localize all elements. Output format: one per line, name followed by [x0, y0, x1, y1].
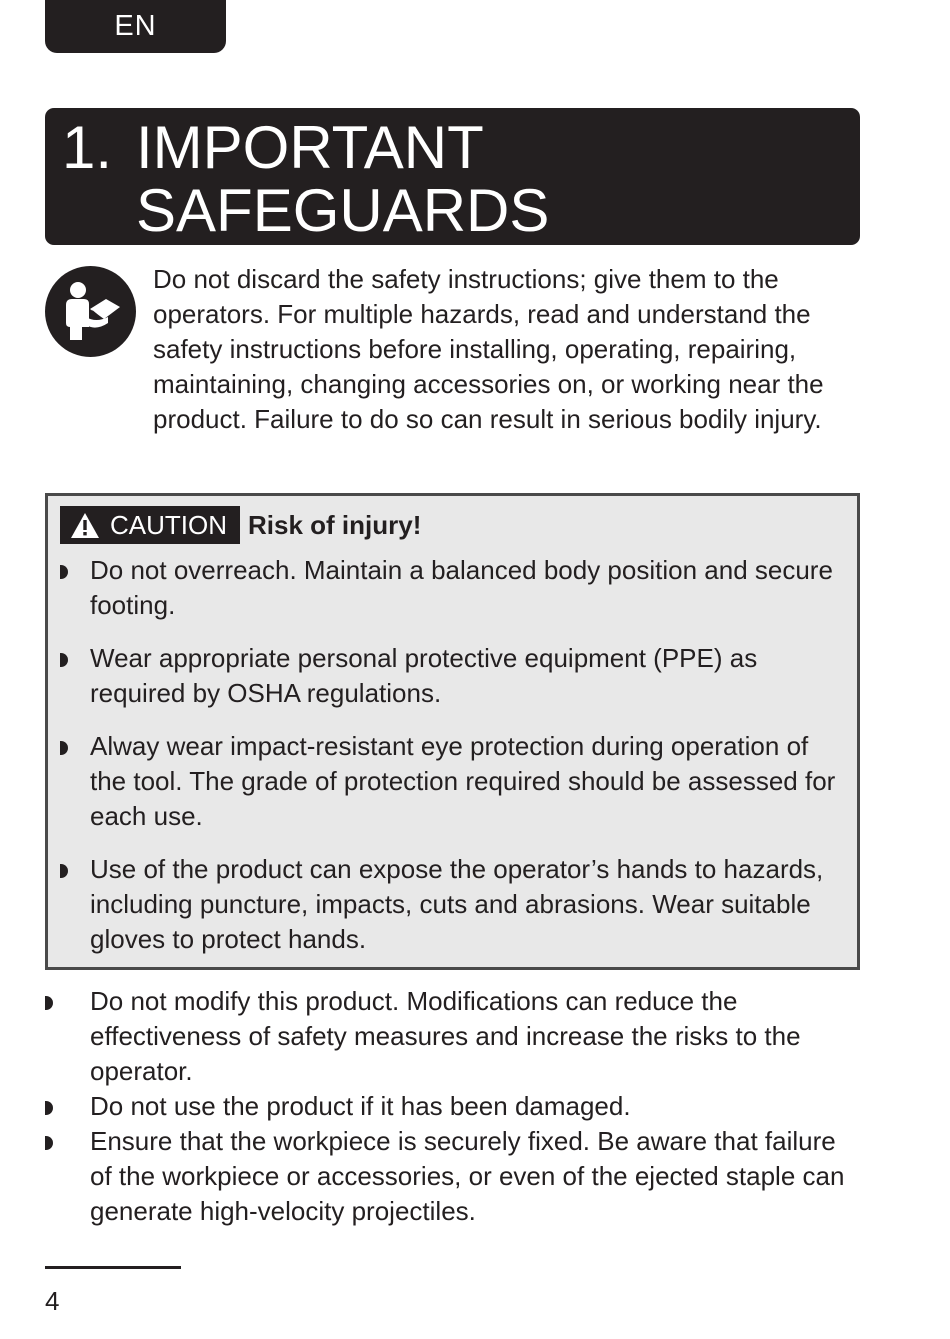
intro-text: Do not discard the safety instructions; give them to the operators. For multiple hazards, read and understand the safety instructions before installing, operating, repairing, maintaining, changing accessories on, or working near the product. Failure to do so can result in serious bodily injury. [153, 264, 824, 434]
caution-list [60, 553, 850, 975]
caution-badge [60, 506, 240, 544]
safeguard-list [45, 984, 860, 1229]
safeguard-item [45, 984, 860, 1089]
section-title: IMPORTANT SAFEGUARDS [136, 114, 550, 244]
warning-triangle-icon [70, 512, 100, 539]
caution-header [60, 506, 421, 544]
bullet-icon [60, 852, 90, 957]
bullet-icon [45, 1089, 90, 1124]
caution-item [60, 641, 850, 711]
caution-item-text: Use of the product can expose the operator’s hands to hazards, including puncture, impacts, cuts and abrasions. Wear suitable gloves to protect hands. [90, 854, 824, 954]
bullet-icon [45, 984, 90, 1089]
language-tab-label: EN [114, 10, 157, 42]
safeguard-item [45, 1124, 860, 1229]
safeguard-item-text: Do not use the product if it has been damaged. [90, 1091, 631, 1121]
caution-item-text: Alway wear impact-resistant eye protection during operation of the tool. The grade of protection required should be assessed for each use. [90, 731, 836, 831]
bullet-icon [60, 641, 90, 711]
caution-item [60, 852, 850, 957]
caution-item-text: Do not overreach. Maintain a balanced body position and secure footing. [90, 555, 833, 620]
section-number: 1. [62, 114, 113, 181]
language-tab [45, 0, 226, 53]
caution-box [45, 493, 860, 970]
bullet-icon [60, 729, 90, 834]
read-manual-icon [45, 266, 136, 357]
caution-subtitle: Risk of injury! [248, 509, 422, 540]
intro-block [45, 262, 860, 437]
caution-label: CAUTION [110, 509, 227, 540]
bullet-icon [45, 1124, 90, 1229]
safeguard-item-text: Do not modify this product. Modifications can reduce the effectiveness of safety measures and increase the risks to the operator. [90, 986, 801, 1086]
caution-item [60, 729, 850, 834]
page-number: 4 [45, 1286, 60, 1316]
caution-item-text: Wear appropriate personal protective equipment (PPE) as required by OSHA regulations. [90, 643, 758, 708]
caution-item [60, 553, 850, 623]
bullet-icon [60, 553, 90, 623]
safeguard-item-text: Ensure that the workpiece is securely fixed. Be aware that failure of the workpiece or accessories, or even of the ejected staple can generate high-velocity projectiles. [90, 1126, 845, 1226]
safeguard-item [45, 1089, 860, 1124]
footer-rule [45, 1266, 181, 1269]
section-title-band [45, 108, 860, 245]
